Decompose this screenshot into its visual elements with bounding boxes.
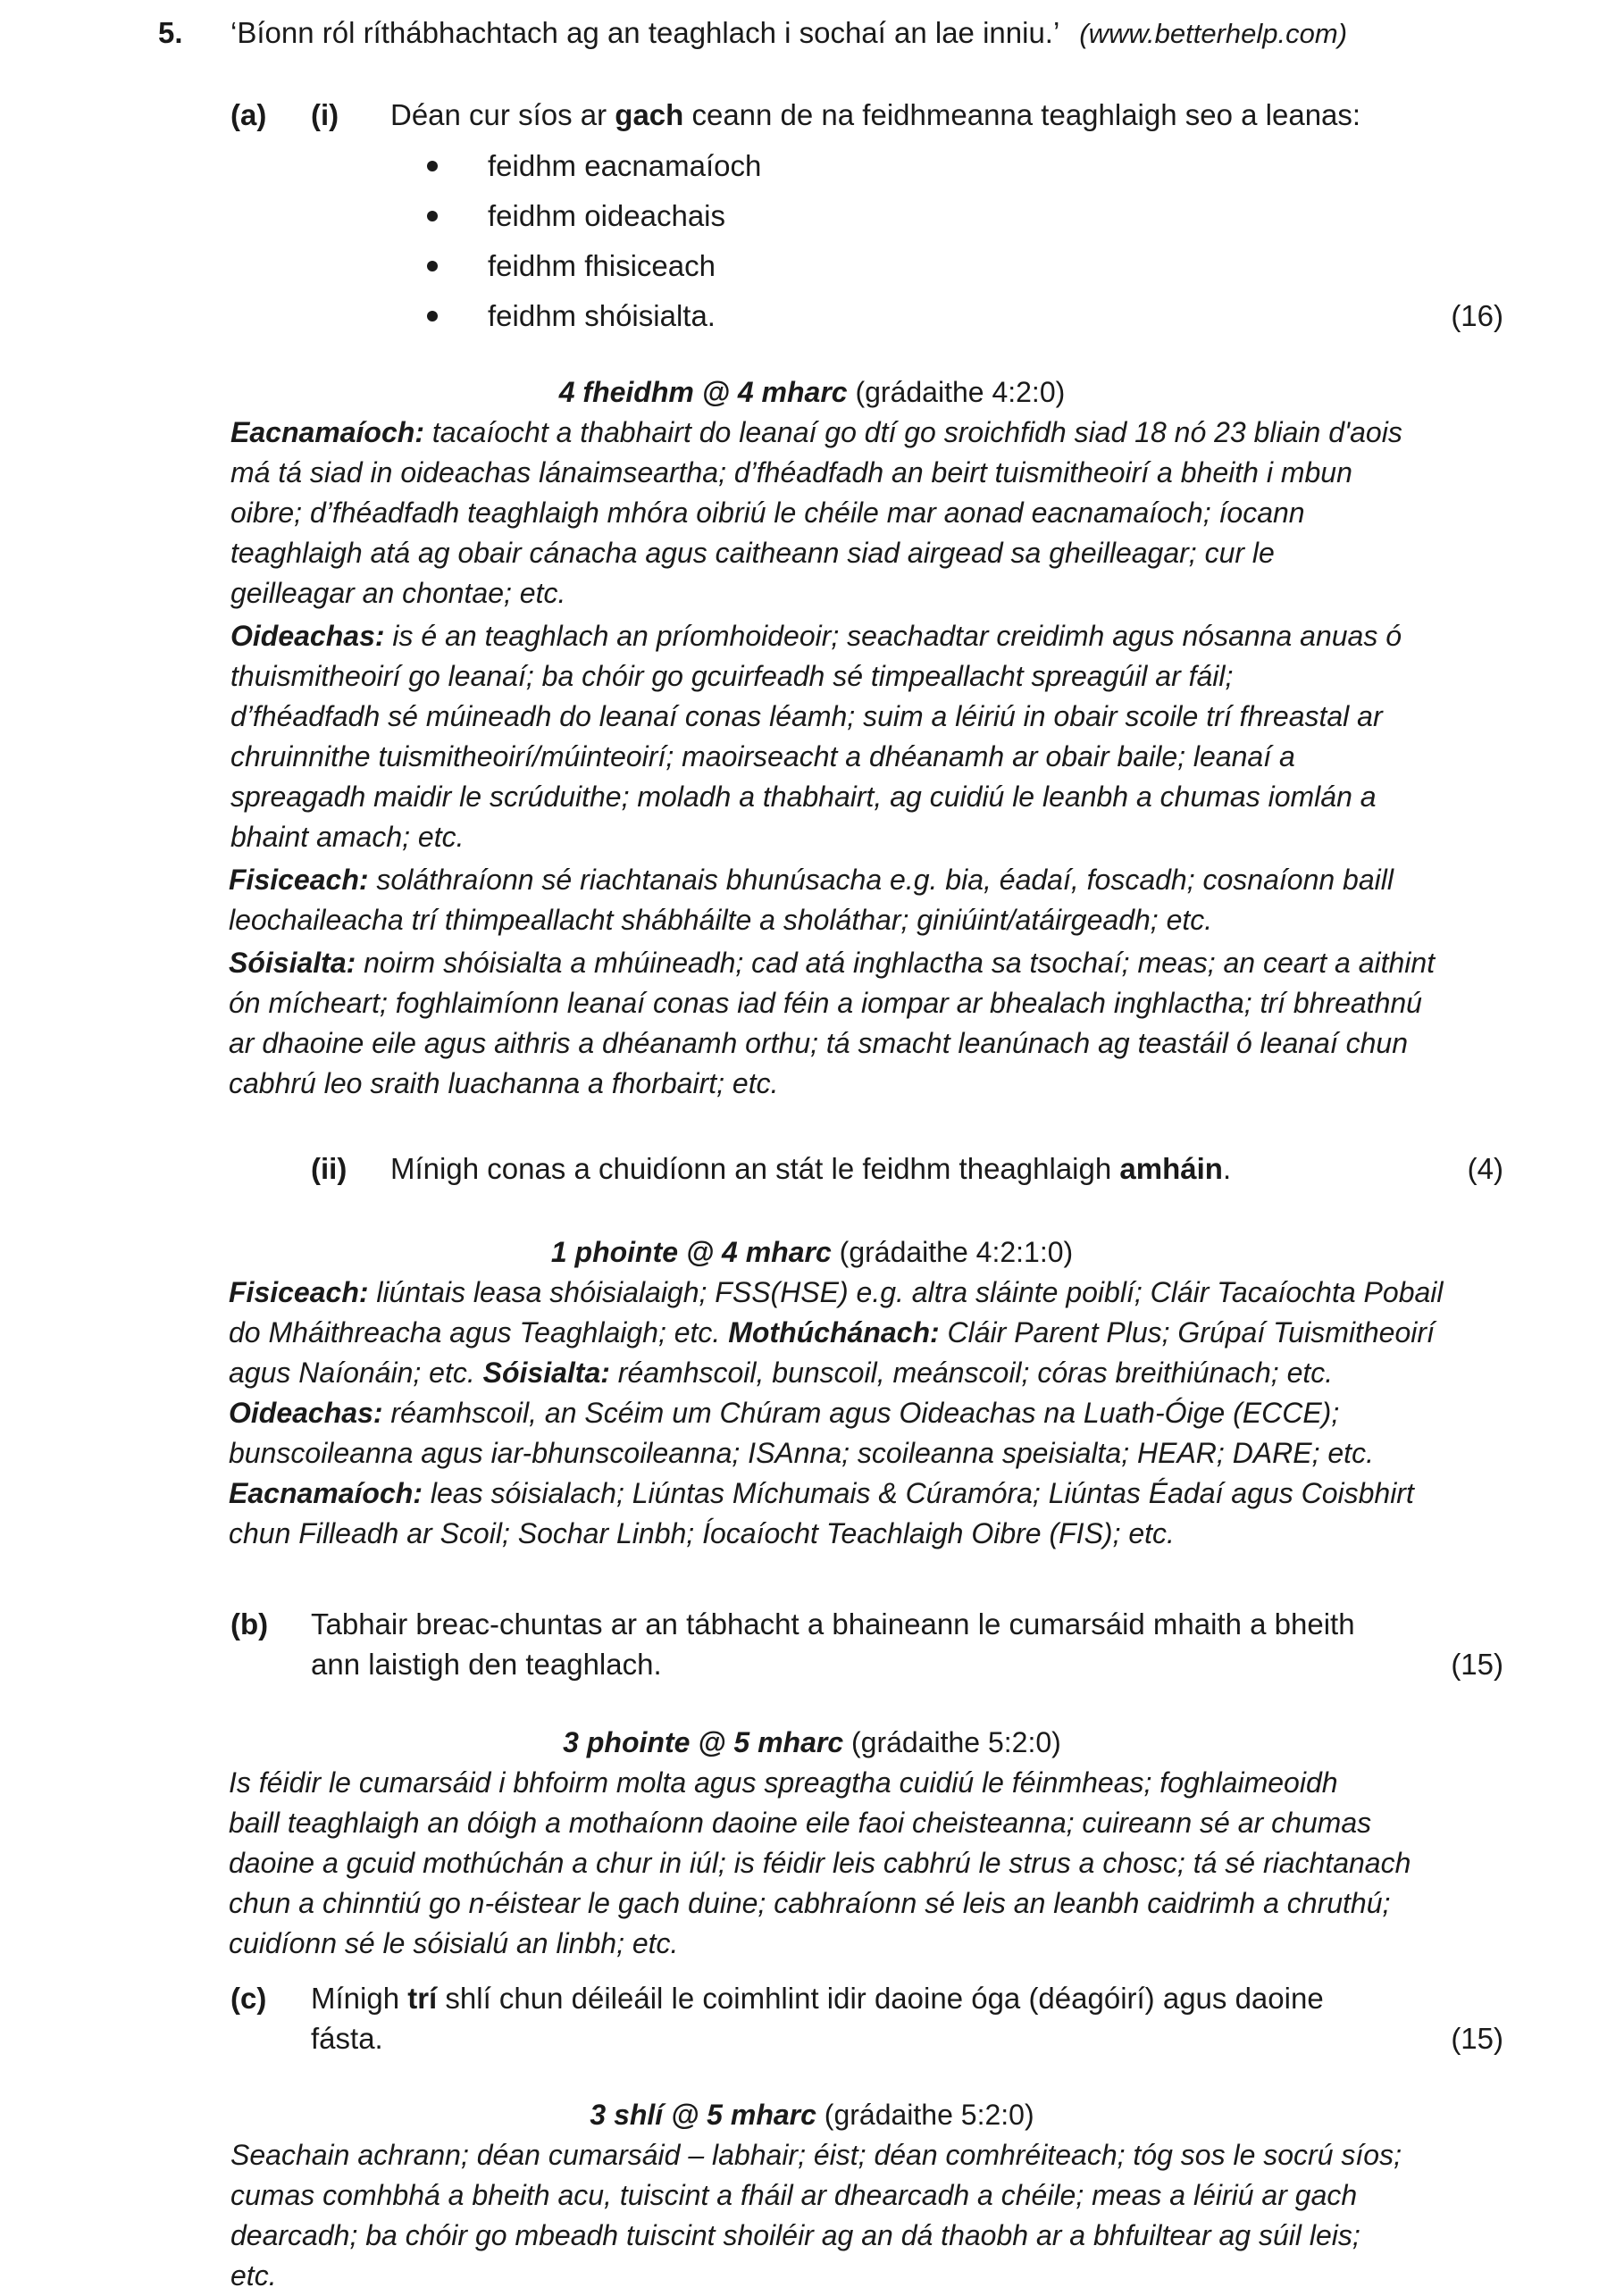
answer-eacnamaioch: Eacnamaíoch: tacaíocht a thabhairt do leanaí go dtí go sroichfidh siad 18 nó 23 bliain d'aois má tá siad in oideachas lánaimseartha; d’fhéadfadh an beirt tuismitheoirí a bheith i mbun oibre; d’fhéadfadh teaghlaigh mhóra oibriú le chéile mar aonad eacnamaíoch; íocann teaghlaigh atá ag obair cánacha agus caitheann siad airgead sa gheilleagar; cur le geilleagar an chontae; etc. — [230, 416, 1402, 609]
answer-oideachas: Oideachas: is é an teaghlach an príomhoideoir; seachadtar creidimh agus nósanna anuas ó thuismitheoirí go leanaí; ba chóir go gcuirfeadh sé timpeallacht spreagúil ar fáil; d’fhéadfadh sé múineadh do leanaí conas léamh; suim a léiriú in obair scoile trí fhreastal ar chruinnithe tuismitheoirí/múinteoirí; maoirseacht a dhéanamh ar obair baile; leanaí a spreagadh maidir le scrúduithe; moladh a thabhairt, ag cuidiú le leanbh a chumas iomlán a bhaint amach; etc. — [230, 620, 1402, 853]
part-b-label: (b) — [230, 1607, 269, 1641]
answer-state-support: Fisiceach: liúntais leasa shóisialaigh; FSS(HSE) e.g. altra sláinte poiblí; Cláir Tacaíochta Pobail do Mháithreacha agus Teaghlaigh; etc. Mothúchánach: Cláir Parent Plus; Grúpaí Tuismitheoirí agus Naíonáin; etc. Sóisialta: réamhscoil, bunscoil, meánscoil; córas breithiúnach; etc. Oideachas: réamhscoil, an Scéim um Chúram agus Oideachas na Luath-Óige (ECCE); bunscoileanna agus iar-bhunscoileanna; ISAnna; scoileanna speisialta; HEAR; DARE; etc. Eacnamaíoch: leas sóisialach; Liúntas Míchumais & Cúramóra; Liúntas Éadaí agus Coisbhirt chun Filleadh ar Scoil; Sochar Linbh; Íocaíocht Teachlaigh Oibre (FIS); etc. — [229, 1276, 1444, 1549]
part-a-ii-scheme-heading: 1 phointe @ 4 mharc (grádaithe 4:2:1:0) — [550, 1236, 1074, 1268]
answer-fisiceach: Fisiceach: soláthraíonn sé riachtanais bhunúsacha e.g. bia, éadaí, foscadh; cosnaíonn baill leochaileacha trí thimpeallacht shábháilte a sholáthar; giniúint/atáirgeadh; etc. — [229, 864, 1394, 936]
bullet-item: feidhm eacnamaíoch — [488, 149, 762, 182]
part-a-i-marks: (16) — [1451, 299, 1503, 332]
part-a-ii-prompt: Mínigh conas a chuidíonn an stát le feidhm theaghlaigh amháin. — [390, 1152, 1232, 1185]
question-number: 5. — [158, 16, 183, 49]
part-a-i-label: (i) — [311, 98, 339, 131]
bullet-dot — [427, 211, 438, 221]
answer-soisialta: Sóisialta: noirm shóisialta a mhúineadh; cad atá inghlactha sa tsochaí; meas; an ceart a aithint ón mícheart; foghlaimíonn leanaí conas iad féin a iompar ar bhealach inghlactha; trí bhreathnú ar dhaoine eile agus aithris a dhéanamh orthu; tá smacht leanúnach ag teastáil ó leanaí chun cabhrú leo sraith luachanna a fhorbairt; etc. — [229, 947, 1436, 1099]
bullet-item: feidhm shóisialta. — [488, 299, 716, 332]
part-a-ii-marks: (4) — [1467, 1152, 1503, 1185]
part-c-scheme-heading: 3 shlí @ 5 mharc (grádaithe 5:2:0) — [590, 2099, 1034, 2131]
bullet-item: feidhm oideachais — [488, 199, 725, 232]
part-a-i-scheme-heading: 4 fheidhm @ 4 mharc (grádaithe 4:2:0) — [558, 376, 1066, 408]
part-c-prompt: Mínigh trí shlí chun déileáil le coimhlint idir daoine óga (déagóirí) agus daoine fásta. — [311, 1982, 1324, 2055]
answer-communication: Is féidir le cumarsáid i bhfoirm molta agus spreagtha cuidiú le féinmheas; foghlaimeoidh baill teaghlaigh an dóigh a mothaíonn daoine eile faoi cheisteanna; cuireann sé ar chumas daoine a gcuid mothúchán a chur in iúl; is féidir leis cabhrú le strus a chosc; tá sé riachtanach chun a chinntiú go n-éistear le gach duine; cabhraíonn sé leis an leanbh caidrimh a chruthú; cuidíonn sé le sóisialú an linbh; etc. — [229, 1766, 1411, 1959]
part-b-prompt: Tabhair breac-chuntas ar an tábhacht a bhaineann le cumarsáid mhaith a bheith ann laistigh den teaghlach. — [311, 1607, 1355, 1681]
bullet-dot — [427, 161, 438, 171]
part-a-i-prompt: Déan cur síos ar gach ceann de na feidhmeanna teaghlaigh seo a leanas: — [390, 98, 1361, 131]
bullet-item: feidhm fhisiceach — [488, 249, 716, 282]
part-c-label: (c) — [230, 1982, 267, 2015]
bullet-dot — [427, 261, 438, 271]
part-c-marks: (15) — [1451, 2022, 1503, 2055]
part-a-label: (a) — [230, 98, 267, 131]
bullet-dot — [427, 311, 438, 321]
question-quote — [230, 13, 1347, 54]
part-a-ii-label: (ii) — [311, 1152, 347, 1185]
part-b-scheme-heading: 3 phointe @ 5 mharc (grádaithe 5:2:0) — [563, 1726, 1061, 1758]
part-b-marks: (15) — [1451, 1648, 1503, 1681]
quote-text: ‘Bíonn ról ríthábhachtach ag an teaghlach i sochaí an lae inniu.’ — [230, 16, 1059, 49]
answer-conflict: Seachain achrann; déan cumarsáid – labhair; éist; déan comhréiteach; tóg sos le socrú síos; cumas comhbhá a bheith acu, tuiscint a fháil ar dhearcadh a chéile; meas a léiriú ar gach dearcadh; ba chóir go mbeadh tuiscint shoiléir ag an dá thaobh ar a bhfuiltear ag súil leis; etc. — [230, 2139, 1402, 2292]
quote-source: (www.betterhelp.com) — [1079, 18, 1348, 49]
